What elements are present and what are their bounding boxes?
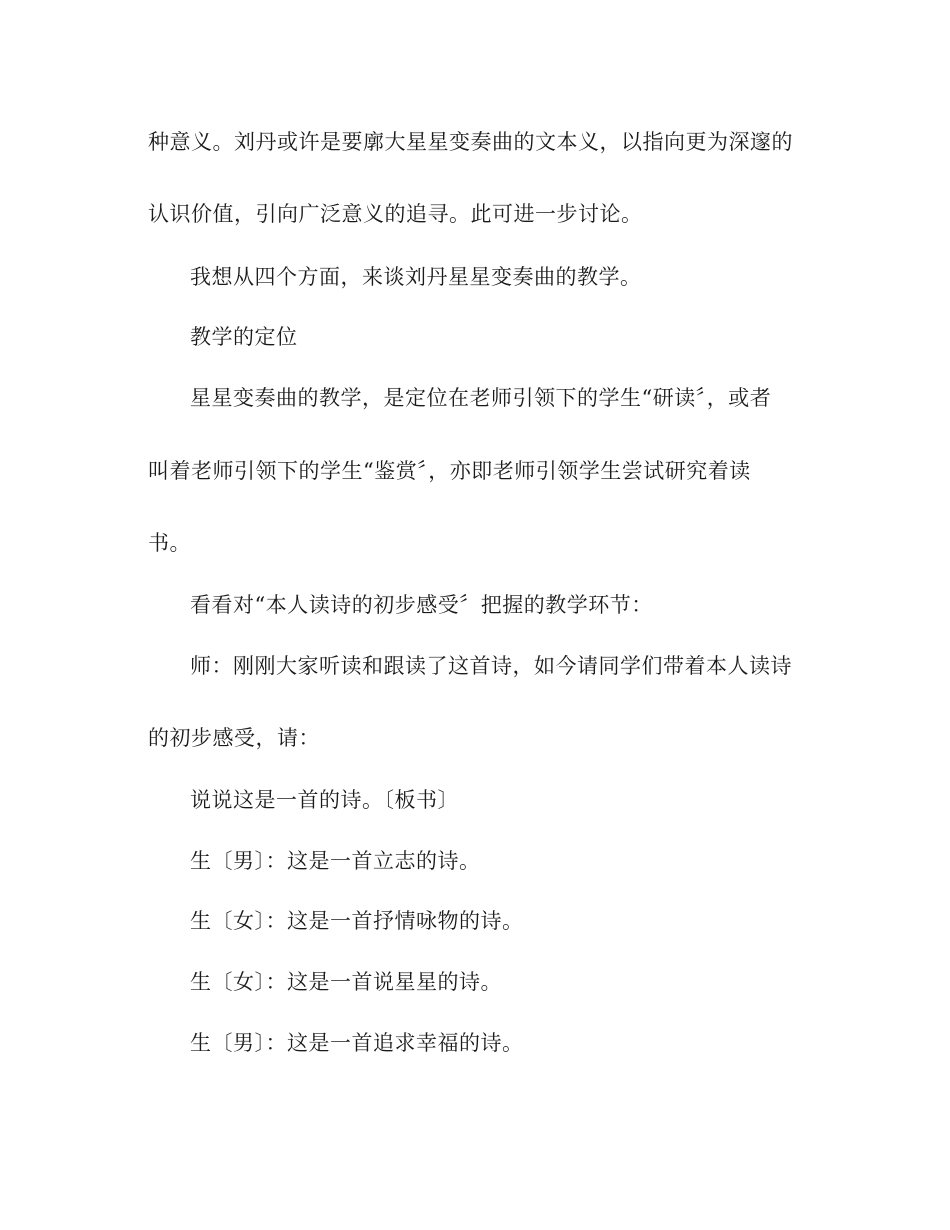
student-response: 生〔女〕：这是一首说星星的诗。 [190, 970, 502, 994]
student-response: 生〔男〕：这是一首追求幸福的诗。 [190, 1031, 524, 1055]
text-line: 的初步感受，请： [148, 726, 320, 750]
paragraph-start: 我想从四个方面，来谈刘丹星星变奏曲的教学。 [190, 265, 642, 289]
paragraph-start: 说说这是一首的诗。〔板书〕 [190, 788, 459, 812]
section-heading: 教学的定位 [190, 325, 298, 349]
text-line: 种意义。刘丹或许是要廓大星星变奏曲的文本义，以指向更为深邃的 [148, 130, 793, 154]
student-response: 生〔女〕：这是一首抒情咏物的诗。 [190, 909, 524, 933]
text-line: 叫着老师引领下的学生“鉴赏〞，亦即老师引领学生尝试研究着读 [148, 459, 751, 483]
student-response: 生〔男〕：这是一首立志的诗。 [190, 849, 481, 873]
paragraph-start: 看看对“本人读诗的初步感受〞把握的教学环节： [190, 593, 653, 617]
text-line: 认识价值，引向广泛意义的追寻。此可进一步讨论。 [148, 202, 643, 226]
paragraph-start: 师：刚刚大家听读和跟读了这首诗，如今请同学们带着本人读诗 [190, 654, 792, 678]
paragraph-start: 星星变奏曲的教学，是定位在老师引领下的学生“研读〞，或者 [190, 386, 772, 410]
text-line: 书。 [148, 531, 191, 555]
